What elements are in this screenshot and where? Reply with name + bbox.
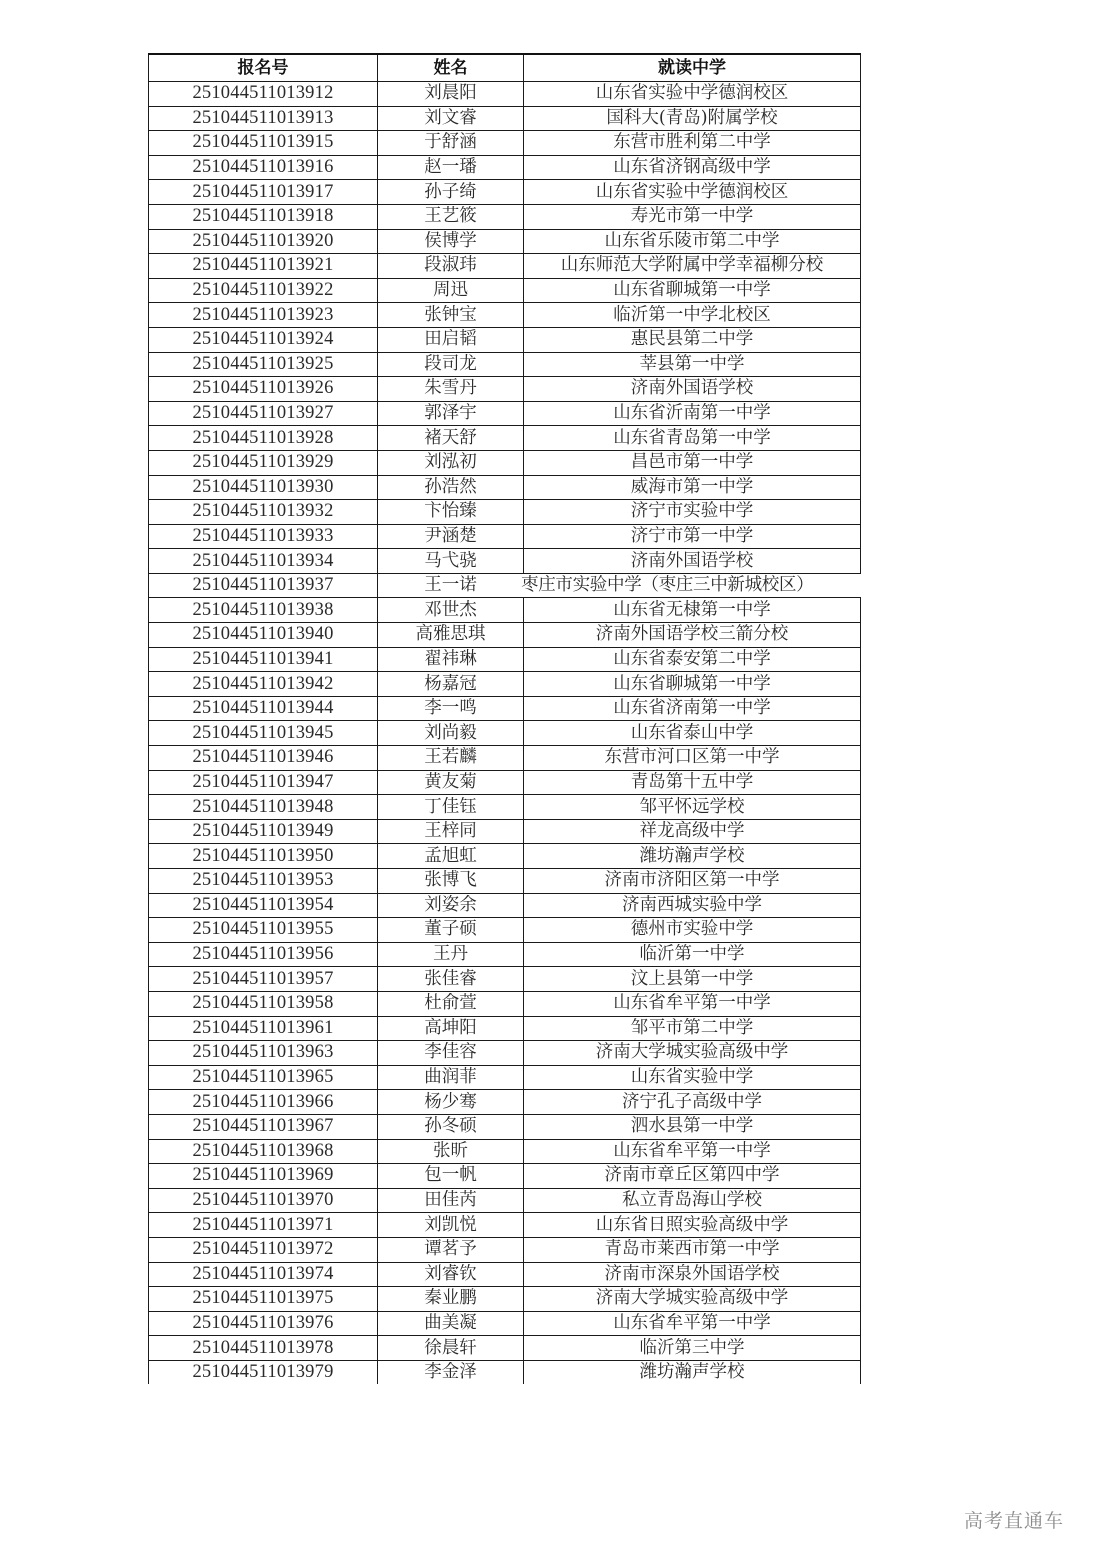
registration-number-cell: 251044511013965 bbox=[149, 1065, 378, 1090]
school-cell: 昌邑市第一中学 bbox=[524, 450, 861, 475]
school-cell: 邹平市第二中学 bbox=[524, 1016, 861, 1041]
school-cell: 山东省沂南第一中学 bbox=[524, 401, 861, 426]
school-cell: 山东省泰安第二中学 bbox=[524, 647, 861, 672]
student-name-cell: 秦业鹏 bbox=[378, 1287, 524, 1312]
registration-number-cell: 251044511013929 bbox=[149, 450, 378, 475]
registration-number-cell: 251044511013970 bbox=[149, 1188, 378, 1213]
student-name-cell: 刘凯悦 bbox=[378, 1213, 524, 1238]
school-cell: 祥龙高级中学 bbox=[524, 819, 861, 844]
school-cell: 山东省实验中学 bbox=[524, 1065, 861, 1090]
table-row bbox=[149, 1041, 861, 1066]
registration-number-cell: 251044511013955 bbox=[149, 918, 378, 943]
student-name-cell: 田启韬 bbox=[378, 327, 524, 352]
registration-number-cell: 251044511013969 bbox=[149, 1164, 378, 1189]
student-name-cell: 褚天舒 bbox=[378, 426, 524, 451]
registration-number-cell: 251044511013954 bbox=[149, 893, 378, 918]
school-cell: 临沂第一中学 bbox=[524, 942, 861, 967]
table-row bbox=[149, 106, 861, 131]
registration-number-cell: 251044511013930 bbox=[149, 475, 378, 500]
school-cell: 济南外国语学校 bbox=[524, 377, 861, 402]
table-row bbox=[149, 278, 861, 303]
student-name-cell: 刘姿余 bbox=[378, 893, 524, 918]
student-name-cell: 侯博学 bbox=[378, 229, 524, 254]
student-name-cell: 于舒涵 bbox=[378, 131, 524, 156]
table-row bbox=[149, 1090, 861, 1115]
table-row bbox=[149, 672, 861, 697]
school-cell: 山东省牟平第一中学 bbox=[524, 1311, 861, 1336]
school-cell: 威海市第一中学 bbox=[524, 475, 861, 500]
registration-number-cell: 251044511013958 bbox=[149, 991, 378, 1016]
school-cell: 山东省聊城第一中学 bbox=[524, 672, 861, 697]
student-name-cell: 张博飞 bbox=[378, 869, 524, 894]
registration-number-cell: 251044511013913 bbox=[149, 106, 378, 131]
registration-number-cell: 251044511013925 bbox=[149, 352, 378, 377]
registration-number-cell: 251044511013921 bbox=[149, 254, 378, 279]
table-row bbox=[149, 844, 861, 869]
table-body bbox=[149, 82, 861, 1385]
school-cell: 山东省日照实验高级中学 bbox=[524, 1213, 861, 1238]
table-row bbox=[149, 1114, 861, 1139]
school-cell: 山东省泰山中学 bbox=[524, 721, 861, 746]
table-row bbox=[149, 1360, 861, 1384]
table-row bbox=[149, 180, 861, 205]
school-cell: 山东省牟平第一中学 bbox=[524, 991, 861, 1016]
header-school: 就读中学 bbox=[524, 54, 861, 82]
table-row bbox=[149, 770, 861, 795]
registration-number-cell: 251044511013918 bbox=[149, 204, 378, 229]
registration-number-cell: 251044511013967 bbox=[149, 1114, 378, 1139]
student-name-cell: 刘尚毅 bbox=[378, 721, 524, 746]
table-row bbox=[149, 352, 861, 377]
school-cell: 东营市胜利第二中学 bbox=[524, 131, 861, 156]
school-cell: 临沂第一中学北校区 bbox=[524, 303, 861, 328]
student-name-cell: 王若麟 bbox=[378, 746, 524, 771]
student-name-cell: 李金泽 bbox=[378, 1360, 524, 1384]
registration-number-cell: 251044511013953 bbox=[149, 869, 378, 894]
student-name-cell: 董子硕 bbox=[378, 918, 524, 943]
school-cell: 济南外国语学校 bbox=[524, 549, 861, 574]
school-cell: 临沂第三中学 bbox=[524, 1336, 861, 1361]
registration-number-cell: 251044511013937 bbox=[149, 573, 378, 598]
table-row bbox=[149, 401, 861, 426]
table-row bbox=[149, 204, 861, 229]
student-name-cell: 刘睿钦 bbox=[378, 1262, 524, 1287]
school-cell: 山东省无棣第一中学 bbox=[524, 598, 861, 623]
school-cell: 山东省济南第一中学 bbox=[524, 696, 861, 721]
table-row bbox=[149, 819, 861, 844]
table-row bbox=[149, 991, 861, 1016]
student-name-cell: 孙浩然 bbox=[378, 475, 524, 500]
registration-number-cell: 251044511013949 bbox=[149, 819, 378, 844]
school-cell: 青岛第十五中学 bbox=[524, 770, 861, 795]
table-row bbox=[149, 869, 861, 894]
table-row bbox=[149, 475, 861, 500]
school-cell: 济宁市实验中学 bbox=[524, 500, 861, 525]
student-name-cell: 张佳睿 bbox=[378, 967, 524, 992]
registration-number-cell: 251044511013947 bbox=[149, 770, 378, 795]
table-row bbox=[149, 155, 861, 180]
table-row bbox=[149, 573, 861, 598]
table-row bbox=[149, 1213, 861, 1238]
school-cell: 济南市深泉外国语学校 bbox=[524, 1262, 861, 1287]
table-row bbox=[149, 377, 861, 402]
table-row bbox=[149, 303, 861, 328]
registration-number-cell: 251044511013975 bbox=[149, 1287, 378, 1312]
table-row bbox=[149, 450, 861, 475]
school-cell-text: 枣庄市实验中学（枣庄三中新城校区） bbox=[521, 574, 814, 595]
table-row bbox=[149, 1262, 861, 1287]
student-name-cell: 尹涵楚 bbox=[378, 524, 524, 549]
school-cell: 惠民县第二中学 bbox=[524, 327, 861, 352]
student-name-cell: 王艺筱 bbox=[378, 204, 524, 229]
student-name-cell: 周迅 bbox=[378, 278, 524, 303]
registration-number-cell: 251044511013966 bbox=[149, 1090, 378, 1115]
school-cell: 邹平怀远学校 bbox=[524, 795, 861, 820]
header-name: 姓名 bbox=[378, 54, 524, 82]
registration-number-cell: 251044511013968 bbox=[149, 1139, 378, 1164]
registration-number-cell: 251044511013922 bbox=[149, 278, 378, 303]
student-name-cell: 杨少骞 bbox=[378, 1090, 524, 1115]
registration-number-cell: 251044511013971 bbox=[149, 1213, 378, 1238]
school-cell: 德州市实验中学 bbox=[524, 918, 861, 943]
table-row bbox=[149, 1016, 861, 1041]
registration-number-cell: 251044511013972 bbox=[149, 1237, 378, 1262]
registration-number-cell: 251044511013979 bbox=[149, 1360, 378, 1384]
school-cell: 济南外国语学校三箭分校 bbox=[524, 623, 861, 648]
student-name-cell: 孙子绮 bbox=[378, 180, 524, 205]
registration-number-cell: 251044511013932 bbox=[149, 500, 378, 525]
table-row bbox=[149, 1164, 861, 1189]
school-cell: 山东省青岛第一中学 bbox=[524, 426, 861, 451]
student-name-cell: 徐晨轩 bbox=[378, 1336, 524, 1361]
table-row bbox=[149, 1065, 861, 1090]
registration-number-cell: 251044511013944 bbox=[149, 696, 378, 721]
table-row bbox=[149, 721, 861, 746]
school-cell: 泗水县第一中学 bbox=[524, 1114, 861, 1139]
table-row bbox=[149, 1188, 861, 1213]
school-cell: 潍坊瀚声学校 bbox=[524, 844, 861, 869]
student-name-cell: 段司龙 bbox=[378, 352, 524, 377]
student-name-cell: 刘文睿 bbox=[378, 106, 524, 131]
table-row bbox=[149, 549, 861, 574]
registration-number-cell: 251044511013933 bbox=[149, 524, 378, 549]
school-cell: 青岛市莱西市第一中学 bbox=[524, 1237, 861, 1262]
registration-number-cell: 251044511013928 bbox=[149, 426, 378, 451]
student-name-cell: 田佳芮 bbox=[378, 1188, 524, 1213]
student-name-cell: 黄友菊 bbox=[378, 770, 524, 795]
student-name-cell: 马弋骁 bbox=[378, 549, 524, 574]
registration-number-cell: 251044511013912 bbox=[149, 82, 378, 107]
registration-number-cell: 251044511013917 bbox=[149, 180, 378, 205]
table-row bbox=[149, 893, 861, 918]
table-header-row bbox=[149, 54, 861, 82]
registration-number-cell: 251044511013916 bbox=[149, 155, 378, 180]
table-row bbox=[149, 229, 861, 254]
roster-sheet bbox=[148, 53, 860, 1384]
school-cell: 山东省济钢高级中学 bbox=[524, 155, 861, 180]
student-name-cell: 高雅思琪 bbox=[378, 623, 524, 648]
registration-number-cell: 251044511013938 bbox=[149, 598, 378, 623]
table-row bbox=[149, 1139, 861, 1164]
student-name-cell: 孟旭虹 bbox=[378, 844, 524, 869]
school-cell: 济南市章丘区第四中学 bbox=[524, 1164, 861, 1189]
header-registration-number: 报名号 bbox=[149, 54, 378, 82]
student-name-cell: 张钟宝 bbox=[378, 303, 524, 328]
student-name-cell: 刘晨阳 bbox=[378, 82, 524, 107]
student-name-cell: 王丹 bbox=[378, 942, 524, 967]
registration-number-cell: 251044511013974 bbox=[149, 1262, 378, 1287]
student-name-cell: 郭泽宇 bbox=[378, 401, 524, 426]
school-cell: 山东师范大学附属中学幸福柳分校 bbox=[524, 254, 861, 279]
school-cell: 济南大学城实验高级中学 bbox=[524, 1041, 861, 1066]
table-row bbox=[149, 942, 861, 967]
registration-number-cell: 251044511013920 bbox=[149, 229, 378, 254]
registration-number-cell: 251044511013923 bbox=[149, 303, 378, 328]
student-name-cell: 李一鸣 bbox=[378, 696, 524, 721]
table-row bbox=[149, 524, 861, 549]
student-name-cell: 丁佳钰 bbox=[378, 795, 524, 820]
registration-number-cell: 251044511013978 bbox=[149, 1336, 378, 1361]
admission-roster-table bbox=[148, 53, 861, 1384]
student-name-cell: 孙冬硕 bbox=[378, 1114, 524, 1139]
student-name-cell: 包一帆 bbox=[378, 1164, 524, 1189]
table-row bbox=[149, 426, 861, 451]
table-row bbox=[149, 1311, 861, 1336]
table-row bbox=[149, 967, 861, 992]
table-row bbox=[149, 254, 861, 279]
school-cell: 莘县第一中学 bbox=[524, 352, 861, 377]
registration-number-cell: 251044511013950 bbox=[149, 844, 378, 869]
student-name-cell: 刘泓初 bbox=[378, 450, 524, 475]
student-name-cell: 卞怡臻 bbox=[378, 500, 524, 525]
table-row bbox=[149, 327, 861, 352]
table-row bbox=[149, 500, 861, 525]
school-cell: 潍坊瀚声学校 bbox=[524, 1360, 861, 1384]
school-cell: 济宁孔子高级中学 bbox=[524, 1090, 861, 1115]
student-name-cell: 杜俞萱 bbox=[378, 991, 524, 1016]
school-cell bbox=[521, 573, 861, 598]
student-name-cell: 王一诺 bbox=[378, 573, 524, 598]
school-cell: 山东省实验中学德润校区 bbox=[524, 82, 861, 107]
table-row bbox=[149, 918, 861, 943]
registration-number-cell: 251044511013976 bbox=[149, 1311, 378, 1336]
student-name-cell: 张昕 bbox=[378, 1139, 524, 1164]
table-row bbox=[149, 1336, 861, 1361]
school-cell: 济宁市第一中学 bbox=[524, 524, 861, 549]
student-name-cell: 杨嘉冠 bbox=[378, 672, 524, 697]
school-cell: 山东省聊城第一中学 bbox=[524, 278, 861, 303]
student-name-cell: 翟祎琳 bbox=[378, 647, 524, 672]
table-row bbox=[149, 623, 861, 648]
student-name-cell: 李佳容 bbox=[378, 1041, 524, 1066]
school-cell: 汶上县第一中学 bbox=[524, 967, 861, 992]
table-row bbox=[149, 1287, 861, 1312]
registration-number-cell: 251044511013915 bbox=[149, 131, 378, 156]
student-name-cell: 赵一璠 bbox=[378, 155, 524, 180]
table-row bbox=[149, 746, 861, 771]
registration-number-cell: 251044511013963 bbox=[149, 1041, 378, 1066]
table-row bbox=[149, 647, 861, 672]
school-cell: 山东省乐陵市第二中学 bbox=[524, 229, 861, 254]
registration-number-cell: 251044511013948 bbox=[149, 795, 378, 820]
registration-number-cell: 251044511013946 bbox=[149, 746, 378, 771]
school-cell: 山东省牟平第一中学 bbox=[524, 1139, 861, 1164]
watermark-label: 高考直通车 bbox=[964, 1510, 1065, 1532]
table-row bbox=[149, 795, 861, 820]
table-row bbox=[149, 598, 861, 623]
school-cell: 济南市济阳区第一中学 bbox=[524, 869, 861, 894]
student-name-cell: 朱雪丹 bbox=[378, 377, 524, 402]
registration-number-cell: 251044511013934 bbox=[149, 549, 378, 574]
school-cell: 私立青岛海山学校 bbox=[524, 1188, 861, 1213]
table-row bbox=[149, 82, 861, 107]
registration-number-cell: 251044511013926 bbox=[149, 377, 378, 402]
registration-number-cell: 251044511013927 bbox=[149, 401, 378, 426]
table-row bbox=[149, 696, 861, 721]
registration-number-cell: 251044511013945 bbox=[149, 721, 378, 746]
student-name-cell: 曲美凝 bbox=[378, 1311, 524, 1336]
registration-number-cell: 251044511013957 bbox=[149, 967, 378, 992]
student-name-cell: 高坤阳 bbox=[378, 1016, 524, 1041]
registration-number-cell: 251044511013941 bbox=[149, 647, 378, 672]
registration-number-cell: 251044511013940 bbox=[149, 623, 378, 648]
student-name-cell: 谭茗予 bbox=[378, 1237, 524, 1262]
table-row bbox=[149, 1237, 861, 1262]
school-cell: 寿光市第一中学 bbox=[524, 204, 861, 229]
table-row bbox=[149, 131, 861, 156]
school-cell: 济南大学城实验高级中学 bbox=[524, 1287, 861, 1312]
student-name-cell: 王梓同 bbox=[378, 819, 524, 844]
student-name-cell: 段淑玮 bbox=[378, 254, 524, 279]
student-name-cell: 邓世杰 bbox=[378, 598, 524, 623]
student-name-cell: 曲润菲 bbox=[378, 1065, 524, 1090]
school-cell: 山东省实验中学德润校区 bbox=[524, 180, 861, 205]
registration-number-cell: 251044511013961 bbox=[149, 1016, 378, 1041]
registration-number-cell: 251044511013956 bbox=[149, 942, 378, 967]
school-cell: 东营市河口区第一中学 bbox=[524, 746, 861, 771]
school-cell: 济南西城实验中学 bbox=[524, 893, 861, 918]
registration-number-cell: 251044511013924 bbox=[149, 327, 378, 352]
school-cell: 国科大(青岛)附属学校 bbox=[524, 106, 861, 131]
registration-number-cell: 251044511013942 bbox=[149, 672, 378, 697]
